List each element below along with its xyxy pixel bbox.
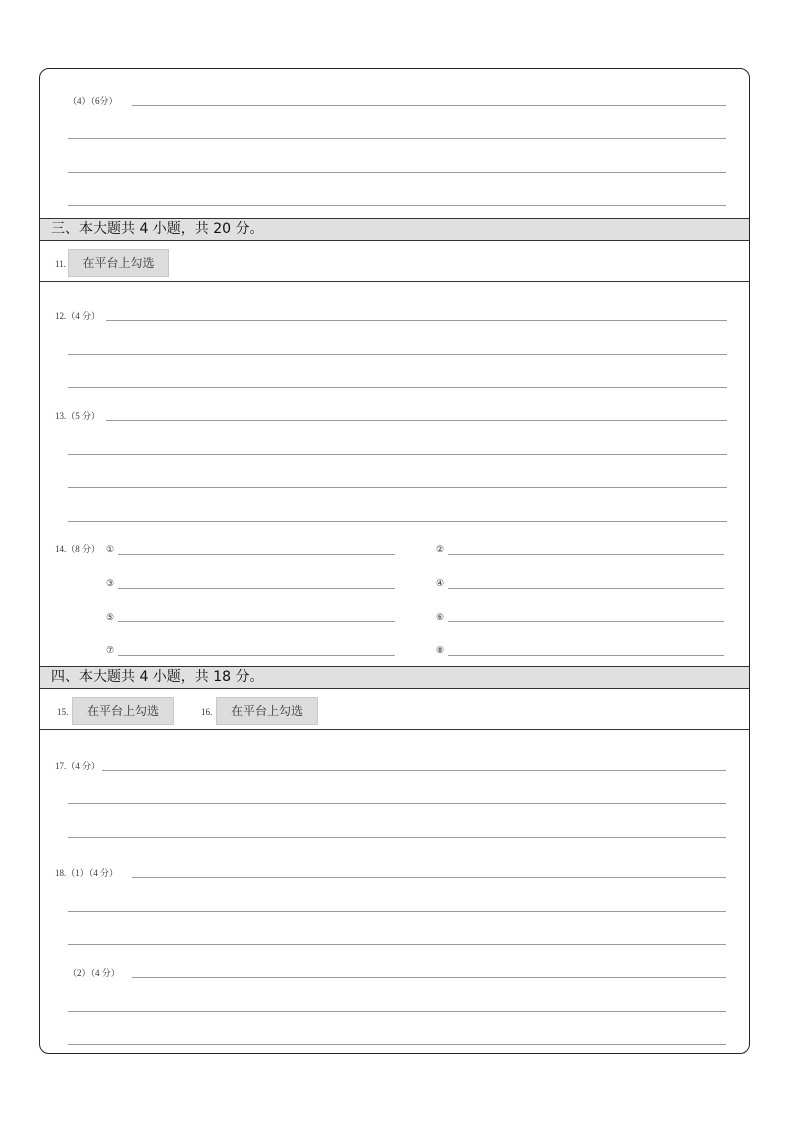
answer-line[interactable]: [68, 944, 726, 945]
answer-line[interactable]: [118, 621, 395, 622]
q14-mark-1: ①: [106, 544, 115, 554]
answer-line[interactable]: [448, 588, 724, 589]
q14-mark-5: ⑤: [106, 612, 115, 622]
answer-line[interactable]: [68, 387, 727, 388]
answer-line[interactable]: [68, 803, 726, 804]
q16-select-on-platform-button[interactable]: 在平台上勾选: [216, 697, 318, 725]
answer-line[interactable]: [132, 105, 726, 106]
answer-line[interactable]: [132, 877, 726, 878]
q14-mark-4: ④: [436, 578, 445, 588]
divider: [40, 729, 749, 730]
q18-1-label: 18.（1）（4 分）: [55, 868, 119, 878]
answer-line[interactable]: [68, 1011, 726, 1012]
answer-line[interactable]: [448, 621, 724, 622]
answer-sheet-panel: [39, 68, 750, 1054]
answer-line[interactable]: [102, 770, 726, 771]
q11-select-on-platform-button[interactable]: 在平台上勾选: [68, 249, 169, 277]
q15-select-on-platform-button[interactable]: 在平台上勾选: [72, 697, 174, 725]
answer-line[interactable]: [68, 1044, 726, 1045]
q14-mark-6: ⑥: [436, 612, 445, 622]
q14-mark-2: ②: [436, 544, 445, 554]
q17-label: 17.（4 分）: [55, 761, 101, 771]
q14-label: 14.（8 分）: [55, 544, 101, 554]
q16-number: 16.: [201, 707, 213, 717]
answer-line[interactable]: [106, 320, 727, 321]
section-3-header: 三、本大题共 4 小题，共 20 分。: [40, 218, 749, 241]
answer-line[interactable]: [448, 655, 724, 656]
q18-2-label: （2）（4 分）: [68, 968, 120, 978]
answer-line[interactable]: [68, 837, 726, 838]
answer-line[interactable]: [118, 554, 395, 555]
q11-number: 11.: [55, 259, 66, 269]
answer-line[interactable]: [106, 420, 727, 421]
answer-line[interactable]: [68, 521, 727, 522]
q14-mark-7: ⑦: [106, 645, 115, 655]
answer-line[interactable]: [132, 977, 726, 978]
q14-mark-3: ③: [106, 578, 115, 588]
answer-line[interactable]: [68, 487, 727, 488]
answer-line[interactable]: [68, 138, 726, 139]
answer-line[interactable]: [68, 172, 726, 173]
answer-line[interactable]: [448, 554, 724, 555]
answer-line[interactable]: [118, 588, 395, 589]
q4-label: （4）（6分）: [68, 96, 118, 106]
answer-line[interactable]: [68, 454, 727, 455]
q12-label: 12.（4 分）: [55, 311, 101, 321]
answer-line[interactable]: [68, 354, 727, 355]
q13-label: 13.（5 分）: [55, 411, 101, 421]
q14-mark-8: ⑧: [436, 645, 445, 655]
answer-line[interactable]: [68, 205, 726, 206]
answer-line[interactable]: [68, 911, 726, 912]
section-4-header: 四、本大题共 4 小题，共 18 分。: [40, 666, 749, 689]
answer-line[interactable]: [118, 655, 395, 656]
q15-number: 15.: [57, 707, 69, 717]
divider: [40, 281, 749, 282]
